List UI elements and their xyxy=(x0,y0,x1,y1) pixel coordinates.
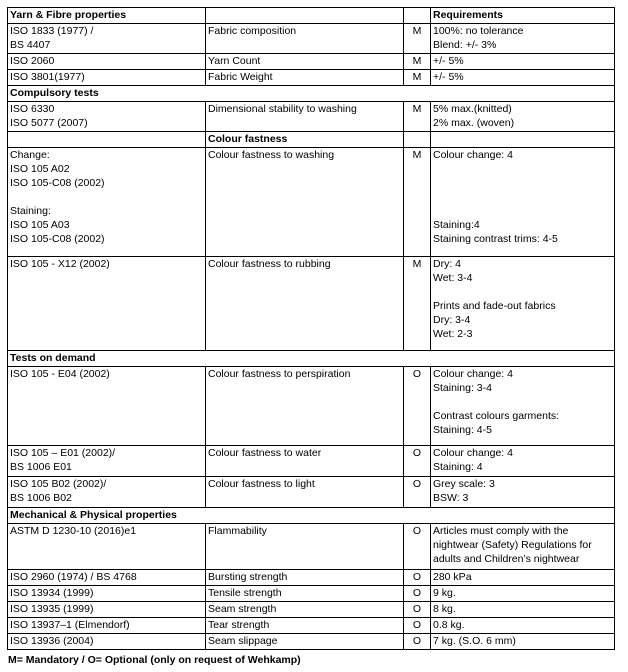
standard-cell: ISO 13936 (2004) xyxy=(8,634,206,650)
requirement-cell: 0.8 kg. xyxy=(431,618,615,634)
table-row xyxy=(8,102,615,132)
requirement-cell: 9 kg. xyxy=(431,586,615,602)
code-cell: O xyxy=(404,524,431,570)
code-cell: O xyxy=(404,586,431,602)
code-cell: O xyxy=(404,367,431,446)
requirement-cell: Grey scale: 3 BSW: 3 xyxy=(431,477,615,508)
standard-cell: ISO 105 - X12 (2002) xyxy=(8,257,206,351)
code-cell: O xyxy=(404,477,431,508)
table-row xyxy=(8,524,615,570)
section-header-row xyxy=(8,132,615,148)
section-title-mechanical: Mechanical & Physical properties xyxy=(8,508,615,524)
property-cell: Dimensional stability to washing xyxy=(206,102,404,132)
table-row xyxy=(8,477,615,508)
requirement-cell: +/- 5% xyxy=(431,54,615,70)
table-row xyxy=(8,148,615,257)
table-row xyxy=(8,618,615,634)
empty-cell xyxy=(431,132,615,148)
property-cell: Colour fastness to water xyxy=(206,446,404,477)
code-cell: O xyxy=(404,570,431,586)
standard-cell: ISO 2060 xyxy=(8,54,206,70)
table-row xyxy=(8,446,615,477)
empty-cell xyxy=(8,132,206,148)
requirement-cell: +/- 5% xyxy=(431,70,615,86)
requirement-cell: Colour change: 4 Staining: 3-4 Contrast colours garments: Staining: 4-5 xyxy=(431,367,615,446)
requirement-cell: Articles must comply with the nightwear (Safety) Regulations for adults and Children’s nightwear xyxy=(431,524,615,570)
requirement-cell: 100%: no tolerance Blend: +/- 3% xyxy=(431,24,615,54)
property-cell: Seam strength xyxy=(206,602,404,618)
code-cell: M xyxy=(404,54,431,70)
standard-cell: ISO 1833 (1977) / BS 4407 xyxy=(8,24,206,54)
section-title-on-demand: Tests on demand xyxy=(8,351,615,367)
property-cell: Flammability xyxy=(206,524,404,570)
property-cell: Fabric composition xyxy=(206,24,404,54)
property-cell: Colour fastness to light xyxy=(206,477,404,508)
property-cell: Yarn Count xyxy=(206,54,404,70)
standard-cell: ISO 13937–1 (Elmendorf) xyxy=(8,618,206,634)
standard-cell: ISO 3801(1977) xyxy=(8,70,206,86)
requirements-table xyxy=(7,7,615,650)
section-title-yarn: Yarn & Fibre properties xyxy=(8,8,206,24)
section-header-row xyxy=(8,86,615,102)
table-row xyxy=(8,54,615,70)
code-cell: M xyxy=(404,148,431,257)
requirements-column-header: Requirements xyxy=(431,8,615,24)
code-cell: O xyxy=(404,446,431,477)
section-title-compulsory: Compulsory tests xyxy=(8,86,615,102)
requirement-cell: Colour change: 4 Staining: 4 xyxy=(431,446,615,477)
standard-cell: Change: ISO 105 A02 ISO 105-C08 (2002) Staining: ISO 105 A03 ISO 105-C08 (2002) xyxy=(8,148,206,257)
section-header-row xyxy=(8,8,615,24)
table-row xyxy=(8,24,615,54)
standard-cell: ISO 105 - E04 (2002) xyxy=(8,367,206,446)
table-row xyxy=(8,367,615,446)
section-header-row xyxy=(8,351,615,367)
code-cell: O xyxy=(404,618,431,634)
requirement-cell: 7 kg. (S.O. 6 mm) xyxy=(431,634,615,650)
empty-cell xyxy=(404,132,431,148)
code-cell: M xyxy=(404,70,431,86)
property-cell: Fabric Weight xyxy=(206,70,404,86)
requirement-cell: Colour change: 4 Staining:4 Staining contrast trims: 4-5 xyxy=(431,148,615,257)
property-cell: Seam slippage xyxy=(206,634,404,650)
table-row xyxy=(8,586,615,602)
requirement-cell: Dry: 4 Wet: 3-4 Prints and fade-out fabrics Dry: 3-4 Wet: 2-3 xyxy=(431,257,615,351)
code-cell: M xyxy=(404,257,431,351)
table-row xyxy=(8,602,615,618)
standard-cell: ISO 2960 (1974) / BS 4768 xyxy=(8,570,206,586)
property-cell: Tensile strength xyxy=(206,586,404,602)
standard-cell: ISO 13935 (1999) xyxy=(8,602,206,618)
standard-cell: ASTM D 1230-10 (2016)e1 xyxy=(8,524,206,570)
requirement-cell: 5% max.(knitted) 2% max. (woven) xyxy=(431,102,615,132)
standard-cell: ISO 105 – E01 (2002)/ BS 1006 E01 xyxy=(8,446,206,477)
requirement-cell: 8 kg. xyxy=(431,602,615,618)
property-cell: Colour fastness to rubbing xyxy=(206,257,404,351)
section-header-row xyxy=(8,508,615,524)
code-cell: O xyxy=(404,602,431,618)
empty-cell xyxy=(206,8,404,24)
standard-cell: ISO 105 B02 (2002)/ BS 1006 B02 xyxy=(8,477,206,508)
standard-cell: ISO 13934 (1999) xyxy=(8,586,206,602)
property-cell: Bursting strength xyxy=(206,570,404,586)
section-title-colour-fastness: Colour fastness xyxy=(206,132,404,148)
code-cell: M xyxy=(404,24,431,54)
table-row xyxy=(8,70,615,86)
property-cell: Colour fastness to perspiration xyxy=(206,367,404,446)
table-row xyxy=(8,570,615,586)
table-row xyxy=(8,257,615,351)
property-cell: Colour fastness to washing xyxy=(206,148,404,257)
code-cell: M xyxy=(404,102,431,132)
empty-cell xyxy=(404,8,431,24)
standard-cell: ISO 6330 ISO 5077 (2007) xyxy=(8,102,206,132)
requirement-cell: 280 kPa xyxy=(431,570,615,586)
legend-footnote: M= Mandatory / O= Optional (only on request of Wehkamp) xyxy=(8,654,301,666)
property-cell: Tear strength xyxy=(206,618,404,634)
table-row xyxy=(8,634,615,650)
code-cell: O xyxy=(404,634,431,650)
